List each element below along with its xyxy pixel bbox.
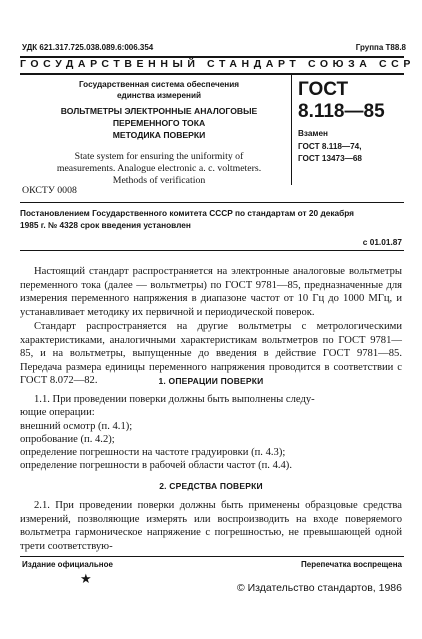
section-1-para-line-1: 1.1. При проведении поверки должны быть выполнены следу- bbox=[34, 394, 315, 405]
intro-paragraph-2: Стандарт распространяется на другие вольтметры с метрологическими характеристиками, аналогичными характеристикам вольтметров по ГОСТ 9781—85, и на вольтметры, выпущенные до введения в действие ГОСТ 9781—85. Передача размера единицы переменного напряжения проводится в соответствии с ГОСТ 8.072—82. bbox=[20, 321, 402, 386]
official-edition: Издание официальное bbox=[22, 560, 113, 569]
title-line-2: ПЕРЕМЕННОГО ТОКА bbox=[112, 118, 206, 128]
section-1-body bbox=[20, 393, 402, 473]
decree-top-rule bbox=[20, 202, 404, 203]
replaces-item-1: ГОСТ 8.118—74, bbox=[298, 142, 362, 151]
operation-item: определение погрешности на частоте градуировки (п. 4.3); bbox=[20, 447, 286, 459]
system-line-2: единства измерений bbox=[116, 91, 202, 100]
decree-line-2: 1985 г. № 4328 срок введения установлен bbox=[20, 220, 191, 230]
decree-line-1: Постановлением Государственного комитета СССР по стандартам от 20 декабря bbox=[20, 208, 355, 218]
gost-label: ГОСТ bbox=[298, 79, 349, 100]
english-title-line-2: measurements. Analogue electronic a. c. voltmeters. bbox=[56, 163, 262, 174]
reprint-notice: Перепечатка воспрещена bbox=[301, 560, 402, 569]
section-2-heading: 2. СРЕДСТВА ПОВЕРКИ bbox=[159, 481, 263, 491]
banner-rule bbox=[20, 73, 404, 75]
title-line-3: МЕТОДИКА ПОВЕРКИ bbox=[112, 130, 206, 140]
section-2-paragraph: 2.1. При проведении поверки должны быть применены образцовые средства измерений, позволяющие измерять или воспроизводить на входе поверяемого вольтметра гармоническое напряжение с погрешностью, не превышающей одной трети соответствую- bbox=[20, 500, 402, 552]
system-line-1: Государственная система обеспечения bbox=[78, 80, 240, 89]
operation-item: опробование (п. 4.2); bbox=[20, 433, 115, 445]
copyright: © Издательство стандартов, 1986 bbox=[236, 582, 402, 594]
section-1-heading: 1. ОПЕРАЦИИ ПОВЕРКИ bbox=[158, 376, 264, 386]
operation-item: определение погрешности в рабочей области частот (п. 4.4). bbox=[20, 460, 292, 472]
decree-bottom-rule bbox=[20, 250, 404, 251]
gost-number: 8.118—85 bbox=[298, 101, 385, 122]
title-line-1: ВОЛЬТМЕТРЫ ЭЛЕКТРОННЫЕ АНАЛОГОВЫЕ bbox=[60, 106, 258, 116]
replaces-item-2: ГОСТ 13473—68 bbox=[298, 154, 362, 163]
intro-paragraph-1: Настоящий стандарт распространяется на электронные аналоговые вольтметры переменного тока (далее — вольтметры) по ГОСТ 9781—85, предназначенные для измерения переменного напряжения в диапазоне частот от 10 Гц до 1000 МГц, и устанавливает методику их первичной и периодической поверок. bbox=[20, 266, 402, 318]
standard-banner: ГОСУДАРСТВЕННЫЙ СТАНДАРТ СОЮЗА ССР bbox=[20, 58, 415, 70]
replaces-label: Взамен bbox=[298, 129, 328, 138]
star-icon: ★ bbox=[80, 571, 92, 586]
footer-rule bbox=[20, 556, 404, 557]
operation-item: внешний осмотр (п. 4.1); bbox=[20, 420, 133, 432]
english-title-line-1: State system for ensuring the uniformity of bbox=[74, 151, 244, 162]
section-1-para-line-2: ющие операции: bbox=[20, 407, 95, 419]
group-code: Группа Т88.8 bbox=[355, 43, 406, 52]
effective-date: с 01.01.87 bbox=[362, 237, 402, 247]
udk-code: УДК 621.317.725.038.089.6:006.354 bbox=[22, 43, 154, 52]
english-title-line-3: Methods of verification bbox=[112, 175, 206, 186]
title-divider bbox=[291, 75, 292, 185]
okstu-code: ОКСТУ 0008 bbox=[22, 185, 77, 196]
